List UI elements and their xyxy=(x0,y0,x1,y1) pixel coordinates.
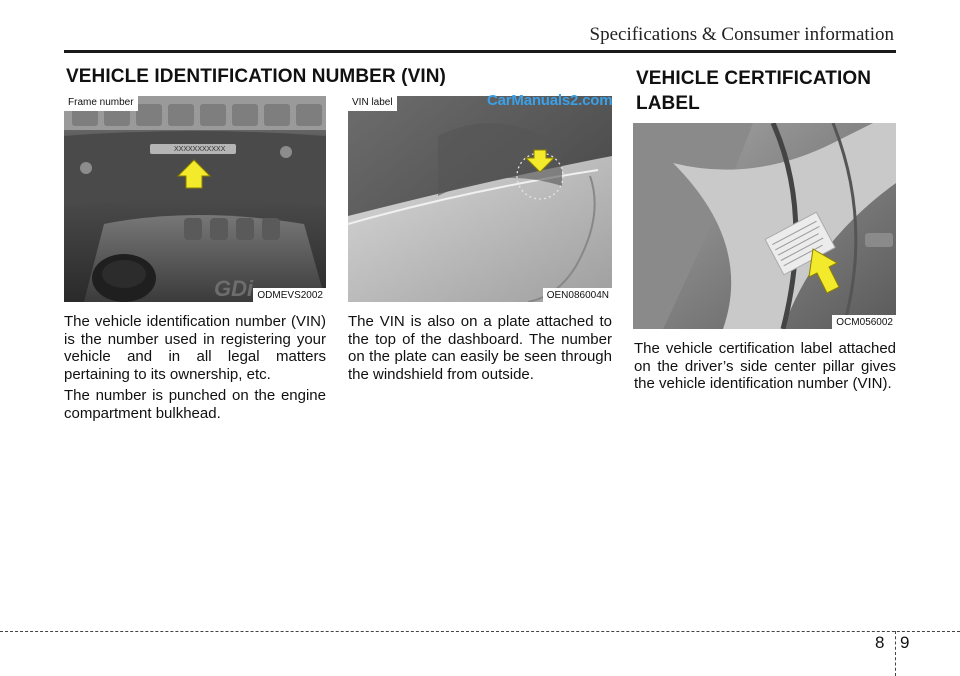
center-pillar-illustration xyxy=(633,123,896,329)
chapter-number: 8 xyxy=(875,633,885,652)
pillar-photo-code: OCM056002 xyxy=(832,315,896,329)
vin-label-tag: VIN label xyxy=(348,96,397,111)
certification-paragraph-1: The vehicle certification label attached on the driver’s side center pillar gives the vehicle identification number (VIN). xyxy=(634,340,896,392)
center-pillar-photo xyxy=(633,123,896,329)
engine-compartment-photo xyxy=(64,96,326,302)
vin-section-title: VEHICLE IDENTIFICATION NUMBER (VIN) xyxy=(66,66,446,87)
footer-divider xyxy=(895,631,896,676)
vin-paragraph-2: The number is punched on the engine compartment bulkhead. xyxy=(64,387,326,422)
frame-number-plate: XXXXXXXXXXX xyxy=(174,146,226,153)
header-rule xyxy=(64,50,896,53)
certification-description xyxy=(634,340,896,397)
page-number: 9 xyxy=(900,633,910,652)
dashboard-paragraph-1: The VIN is also on a plate attached to the top of the dashboard. The number on the plate can easily be seen through the windshield from outside. xyxy=(348,313,612,383)
running-header: Specifications & Consumer information xyxy=(589,24,894,45)
dashboard-description xyxy=(348,313,612,387)
dashboard-photo-code: OEN086004N xyxy=(543,288,612,302)
watermark: CarManuals2.com xyxy=(487,92,613,109)
vin-description xyxy=(64,313,326,426)
engine-compartment-illustration xyxy=(64,96,326,302)
footer-rule xyxy=(0,631,960,632)
engine-photo-code: ODMEVS2002 xyxy=(253,288,326,302)
vin-paragraph-1: The vehicle identification number (VIN) is the number used in registering your vehicle and in all legal matters pertaining to its ownership, etc. xyxy=(64,313,326,383)
dashboard-photo xyxy=(348,96,612,302)
engine-logo: GDi xyxy=(214,276,254,301)
dashboard-illustration xyxy=(348,96,612,302)
frame-number-label: Frame number xyxy=(64,96,138,111)
cert-section-title: VEHICLE CERTIFICATION LABEL xyxy=(636,68,872,114)
